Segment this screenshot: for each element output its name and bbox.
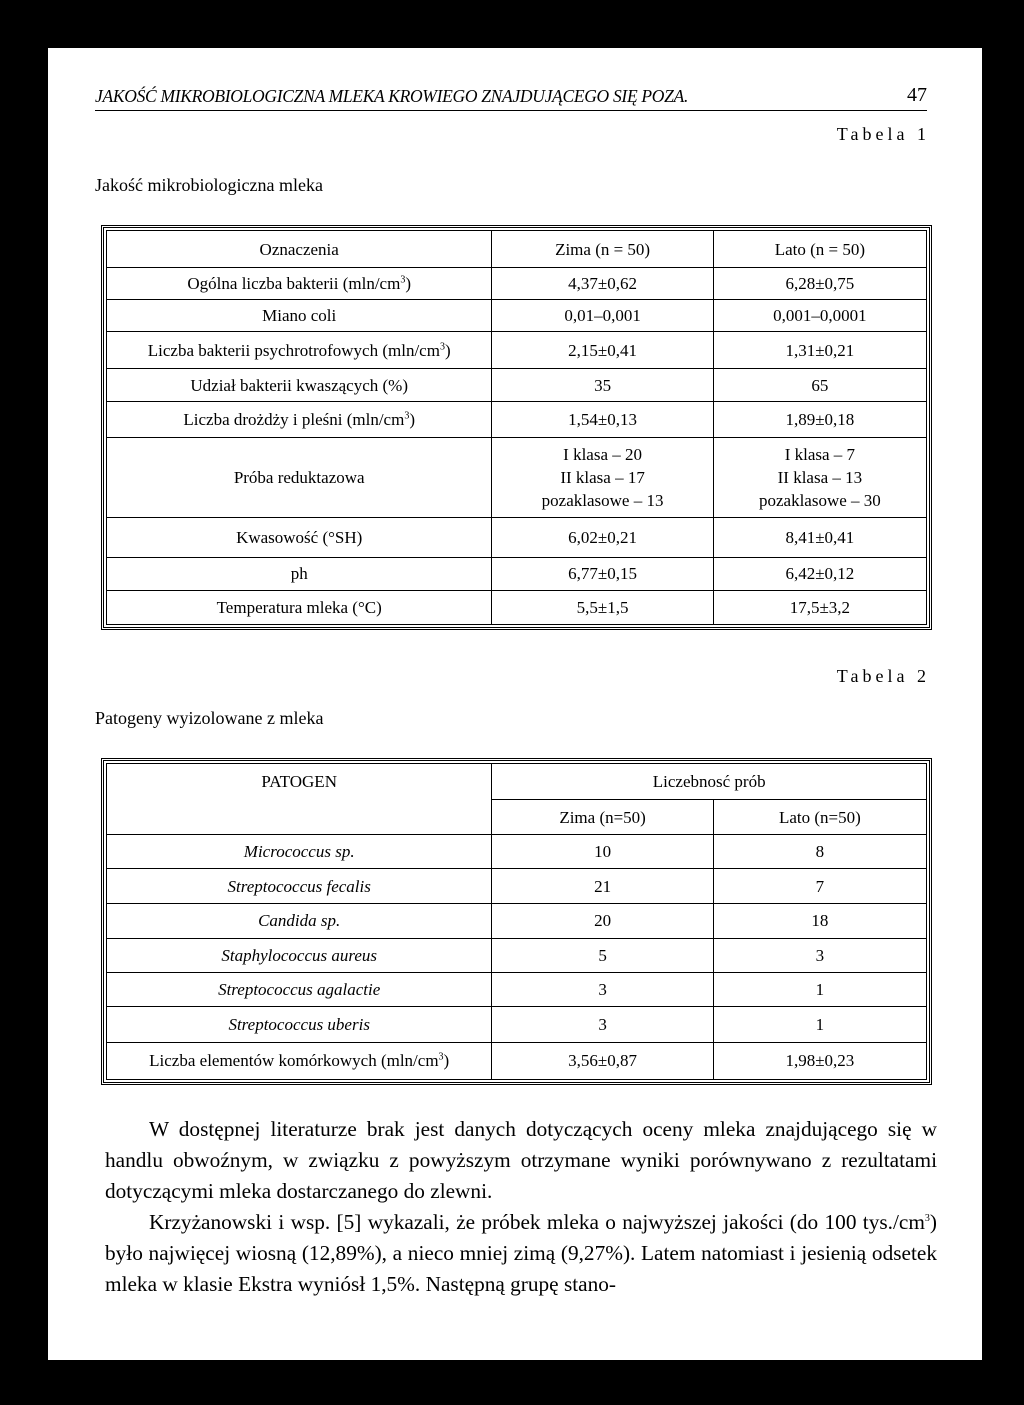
header-cell: Zima (n = 50) [492, 231, 713, 268]
table-row [107, 834, 927, 868]
row-label: Ogólna liczba bakterii $(mln/cm^3)$ [107, 268, 492, 300]
zima-cell: 10 [492, 834, 713, 868]
table-row [107, 332, 927, 369]
table-row [107, 402, 927, 437]
table1-label: Tabela 1 [836, 124, 930, 144]
running-header [95, 82, 927, 111]
zima-cell: 35 [492, 369, 713, 402]
table-row [107, 557, 927, 590]
table1 [101, 225, 932, 630]
table-row [107, 904, 927, 938]
row-label: Liczba bakterii psychrotrofowych $(mln/cm^3)$ [107, 332, 492, 369]
table-row [107, 1007, 927, 1042]
patogen-header: PATOGEN [107, 764, 492, 835]
table-row [107, 590, 927, 624]
table-row [107, 437, 927, 517]
lato-cell: I klasa – 7 II klasa – 13 pozaklasowe – 30 [713, 437, 926, 517]
lato-cell: 1,89±0,18 [713, 402, 926, 437]
header-cell: Oznaczenia [107, 231, 492, 268]
header-cell: Lato (n = 50) [713, 231, 926, 268]
running-title: JAKOŚĆ MIKROBIOLOGICZNA MLEKA KROWIEGO ZNAJDUJĄCEGO SIĘ POZA. [95, 86, 689, 106]
pathogen-name: Streptococcus fecalis [107, 868, 492, 903]
row-label: Udział bakterii kwaszących (%) [107, 369, 492, 402]
paragraph: Krzyżanowski i wsp. [5] wykazali, że próbek mleka o najwyższej jakości (do 100 $tys./cm^3$) było najwięcej wiosną (12,89%), a nieco mniej zimą (9,27%). Latem natomiast i jesienią odsetek mleka w klasie Ekstra wyniósł 1,5%. Następną grupę stano- [105, 1210, 937, 1296]
table-row [107, 972, 927, 1006]
lato-cell: 8,41±0,41 [713, 517, 926, 557]
zima-cell: 5,5±1,5 [492, 590, 713, 624]
table1-header-row [107, 231, 927, 268]
table2-label: Tabela 2 [836, 666, 930, 686]
zima-cell: 6,77±0,15 [492, 557, 713, 590]
table-row [107, 268, 927, 300]
lato-cell: 1,98±0,23 [713, 1042, 926, 1079]
lato-cell: 0,001–0,0001 [713, 300, 926, 332]
zima-cell: 5 [492, 938, 713, 972]
lato-cell: 1,31±0,21 [713, 332, 926, 369]
row-label: Kwasowość (°SH) [107, 517, 492, 557]
pathogen-name: Streptococcus uberis [107, 1007, 492, 1042]
row-label: Próba reduktazowa [107, 437, 492, 517]
table-row [107, 938, 927, 972]
zima-cell: 3 [492, 972, 713, 1006]
pathogen-name: Candida sp. [107, 904, 492, 938]
zima-cell: 20 [492, 904, 713, 938]
table-row [107, 369, 927, 402]
zima-cell: 1,54±0,13 [492, 402, 713, 437]
paper-page [48, 48, 982, 1360]
zima-cell: 21 [492, 868, 713, 903]
zima-header: Zima (n=50) [492, 800, 713, 834]
lato-cell: 8 [713, 834, 926, 868]
paragraph: W dostępnej literaturze brak jest danych dotyczących oceny mleka znajdującego się w handlu obwoźnym, w związku z powyższym otrzymane wyniki porównywano z rezultatami dotyczącymi mleka dostarczanego do zlewni. [105, 1117, 937, 1203]
pathogen-name: Micrococcus sp. [107, 834, 492, 868]
pathogen-name: Streptococcus agalactie [107, 972, 492, 1006]
table-row [107, 517, 927, 557]
lato-cell: 1 [713, 972, 926, 1006]
pathogen-name: Staphylococcus aureus [107, 938, 492, 972]
lato-cell: 6,28±0,75 [713, 268, 926, 300]
row-label: Temperatura mleka (°C) [107, 590, 492, 624]
zima-cell: 2,15±0,41 [492, 332, 713, 369]
row-label: Liczba drożdży i pleśni $(mln/cm^3)$ [107, 402, 492, 437]
table2-caption: Patogeny wyizolowane z mleka [95, 708, 324, 728]
table2-header-row [107, 764, 927, 800]
liczebnosc-header: Liczebnosć prób [492, 764, 927, 800]
table-row [107, 868, 927, 903]
table-row [107, 1042, 927, 1079]
body-text [105, 1114, 937, 1300]
zima-cell: I klasa – 20 II klasa – 17 pozaklasowe – 13 [492, 437, 713, 517]
zima-cell: 4,37±0,62 [492, 268, 713, 300]
table1-caption: Jakość mikrobiologiczna mleka [95, 175, 323, 195]
lato-cell: 6,42±0,12 [713, 557, 926, 590]
zima-cell: 3 [492, 1007, 713, 1042]
lato-cell: 17,5±3,2 [713, 590, 926, 624]
lato-cell: 7 [713, 868, 926, 903]
lato-cell: 18 [713, 904, 926, 938]
page-number: 47 [907, 84, 927, 106]
row-label: Miano coli [107, 300, 492, 332]
zima-cell: 0,01–0,001 [492, 300, 713, 332]
zima-cell: 3,56±0,87 [492, 1042, 713, 1079]
row-label: Liczba elementów komórkowych $(mln/cm^3)$ [107, 1042, 492, 1079]
zima-cell: 6,02±0,21 [492, 517, 713, 557]
lato-cell: 65 [713, 369, 926, 402]
table-row [107, 300, 927, 332]
row-label: ph [107, 557, 492, 590]
table2 [101, 758, 932, 1085]
lato-cell: 1 [713, 1007, 926, 1042]
lato-cell: 3 [713, 938, 926, 972]
lato-header: Lato (n=50) [713, 800, 926, 834]
